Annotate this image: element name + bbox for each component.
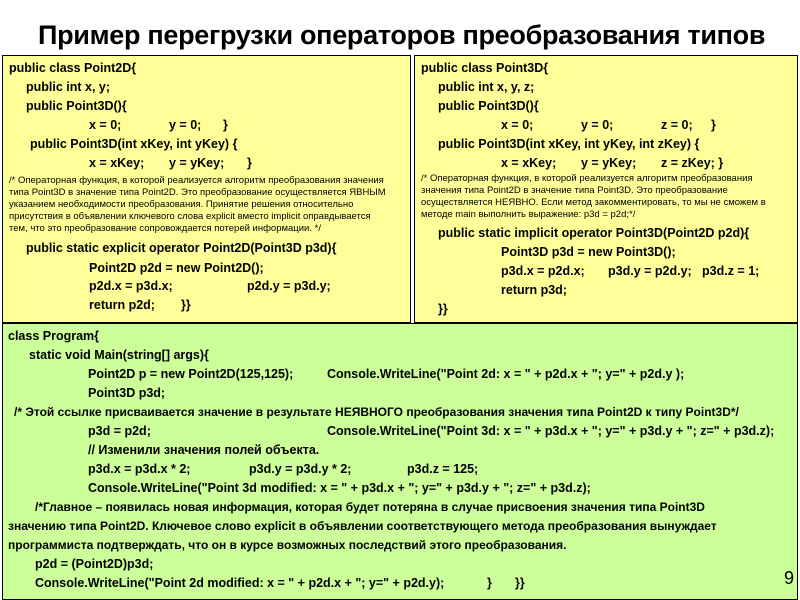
code-line: public Point3D(int xKey, int yKey) { (30, 137, 238, 151)
code-line: p3d.y = p3d.y * 2; (249, 462, 352, 476)
code-line: } (247, 156, 252, 170)
code-line: public Point3D(int xKey, int yKey, int zKey) { (438, 137, 700, 151)
code-line: p3d.z = 1; (702, 264, 760, 278)
code-line: return p2d; (89, 298, 155, 312)
code-line: public int x, y, z; (438, 80, 535, 94)
code-line: y = yKey; (169, 156, 225, 170)
code-line: p3d.x = p2d.x; (501, 264, 585, 278)
code-line: p2d = (Point2D)p3d; (35, 557, 154, 571)
code-line: z = 0; (661, 118, 693, 132)
code-line: public Point3D(){ (438, 99, 539, 113)
comment-line: /* Операторная функция, в которой реализуется алгоритм преобразования (421, 173, 753, 184)
code-line: p3d.z = 125; (407, 462, 479, 476)
point3d-code-box (414, 55, 798, 323)
comment-line: /* Операторная функция, в которой реализуется алгоритм преобразования значения (9, 175, 384, 186)
code-line: Console.WriteLine("Point 2d: x = " + p2d.x + "; y=" + p2d.y ); (327, 367, 685, 381)
code-line: public static explicit operator Point2D(Point3D p3d){ (26, 241, 337, 255)
code-line: Console.WriteLine("Point 2d modified: x = " + p2d.x + "; y=" + p2d.y); (35, 576, 445, 590)
code-line: public class Point2D{ (9, 61, 137, 75)
page-number: 9 (783, 568, 794, 588)
code-line: Console.WriteLine("Point 3d modified: x = " + p3d.x + "; y=" + p3d.y + "; z=" + p3d.z); (88, 481, 591, 495)
point2d-code-box (2, 55, 411, 323)
comment-line: /*Главное – появилась новая информация, которая будет потеряна в случае присвоения значения типа Point3D (35, 500, 705, 514)
comment-line: указанием необходимости преобразования. Принятие решения относительно (9, 199, 354, 210)
code-line: }} (438, 302, 448, 316)
code-line: Point2D p = new Point2D(125,125); (88, 367, 294, 381)
code-line: public class Point3D{ (421, 61, 549, 75)
code-line: p3d.y = p2d.y; (608, 264, 692, 278)
code-line: }} (515, 576, 525, 590)
code-line: x = xKey; (89, 156, 145, 170)
code-line: } (223, 118, 228, 132)
program-code-box (2, 323, 798, 600)
code-line: Point3D p3d; (88, 386, 166, 400)
comment-line: методе main выполнить выражение: p3d = p2d;*/ (421, 209, 636, 220)
code-line: Point3D p3d = new Point3D(); (501, 245, 676, 259)
comment-line: значения типа Point2D в значение типа Point3D. Это преобразование (421, 185, 728, 196)
code-line: p3d = p2d; (88, 424, 151, 438)
code-line: p2d.y = p3d.y; (247, 279, 331, 293)
code-line: }} (181, 298, 191, 312)
comment-line: // Изменили значения полей объекта. (88, 443, 320, 457)
comment-line: осуществляется НЕЯВНО. Если метод закомментировать, то мы не сможем в (421, 197, 766, 208)
code-line: x = 0; (501, 118, 534, 132)
comment-line: тем, что это преобразование сопровождается потерей информации. */ (9, 223, 321, 234)
code-line: y = 0; (169, 118, 202, 132)
code-line: class Program{ (8, 329, 100, 343)
comment-line: присутствия в объявлении ключевого слова explicit вместо implicit оправдывается (9, 211, 371, 222)
code-line: Point2D p2d = new Point2D(); (89, 261, 264, 275)
code-line: x = xKey; (501, 156, 557, 170)
comment-line: программиста подтверждать, что он в курсе возможных последствий этого преобразования. (8, 538, 567, 552)
comment-line: значению типа Point2D. Ключевое слово explicit в объявлении соответствующего метода преобразования вынуждает (8, 519, 717, 533)
code-line: public static implicit operator Point3D(Point2D p2d){ (438, 226, 750, 240)
code-line: y = yKey; (581, 156, 637, 170)
code-line: p2d.x = p3d.x; (89, 279, 173, 293)
code-line: z = zKey; } (661, 156, 724, 170)
code-line: public Point3D(){ (26, 99, 127, 113)
code-line: return p3d; (501, 283, 567, 297)
comment-line: /* Этой ссылке присваивается значение в результате НЕЯВНОГО преобразования значения типа Point2D к типу Point3D*/ (14, 405, 739, 419)
code-line: static void Main(string[] args){ (29, 348, 209, 362)
code-line: } (711, 118, 716, 132)
code-line: } (487, 576, 492, 590)
code-line: public int x, y; (26, 80, 111, 94)
comment-line: типа Point3D в значение типа Point2D. Это преобразование осуществляется ЯВНЫМ (9, 187, 386, 198)
code-line: Console.WriteLine("Point 3d: x = " + p3d.x + "; y=" + p3d.y + "; z=" + p3d.z); (327, 424, 775, 438)
code-line: x = 0; (89, 118, 122, 132)
slide-title: Пример перегрузки операторов преобразования типов (38, 20, 766, 50)
code-line: p3d.x = p3d.x * 2; (88, 462, 191, 476)
code-line: y = 0; (581, 118, 614, 132)
